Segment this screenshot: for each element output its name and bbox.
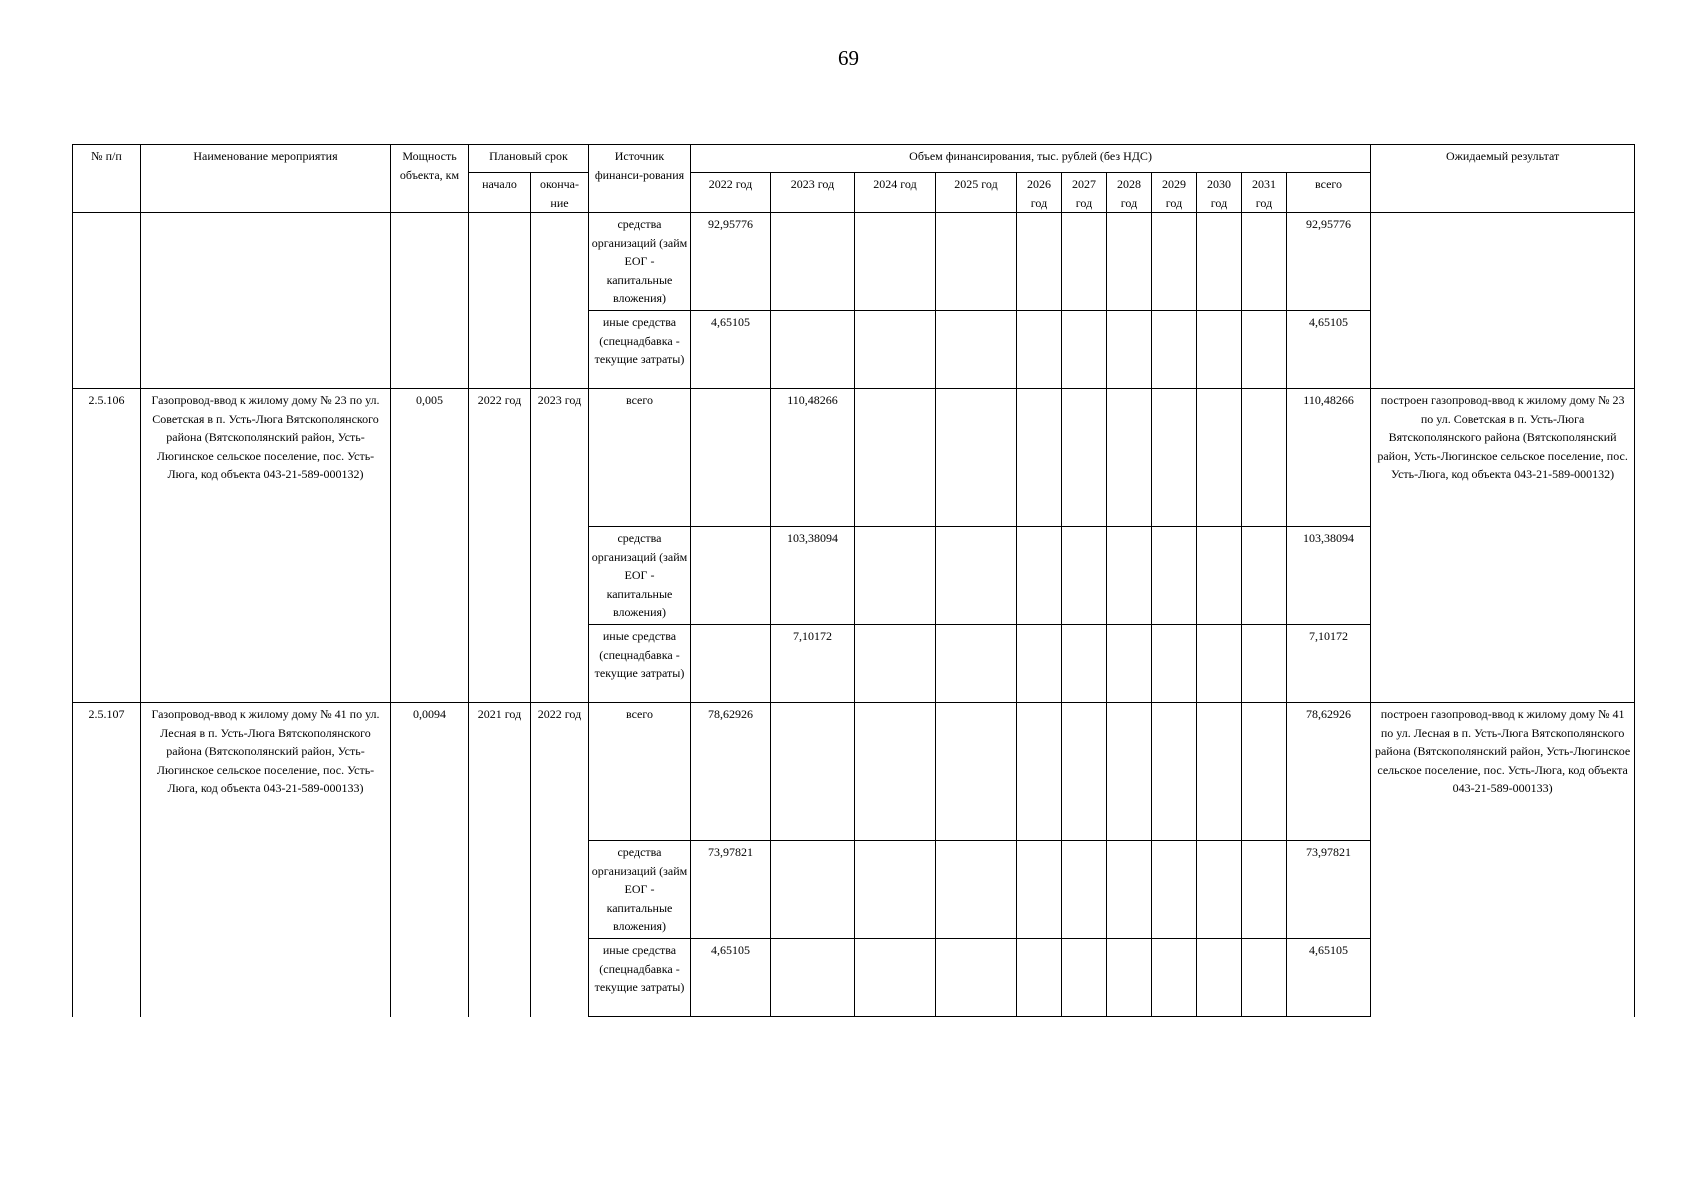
cell-total: 78,62926 <box>1287 703 1371 841</box>
cell-2030 <box>1197 939 1242 1017</box>
header-term-end: оконча-ние <box>531 173 589 213</box>
header-year-2023: 2023 год <box>771 173 855 213</box>
header-term: Плановый срок <box>469 145 589 173</box>
header-name: Наименование мероприятия <box>141 145 391 213</box>
cell-2023 <box>771 311 855 389</box>
cell-2029 <box>1152 527 1197 625</box>
cell-end <box>531 213 589 389</box>
cell-2027 <box>1062 527 1107 625</box>
cell-total: 7,10172 <box>1287 625 1371 703</box>
cell-2029 <box>1152 311 1197 389</box>
cell-2025 <box>936 703 1017 841</box>
cell-result: построен газопровод-ввод к жилому дому № 23 по ул. Советская в п. Усть-Люга Вятскополянского района (Вятскополянский район, Усть-Люгинское сельское поселение, пос. Усть-Люга, код объекта 043-21-589-000132) <box>1371 389 1635 703</box>
cell-2031 <box>1242 527 1287 625</box>
cell-power: 0,005 <box>391 389 469 703</box>
cell-2026 <box>1017 213 1062 311</box>
cell-2025 <box>936 939 1017 1017</box>
cell-total: 4,65105 <box>1287 939 1371 1017</box>
cell-2029 <box>1152 703 1197 841</box>
header-funding: Объем финансирования, тыс. рублей (без НДС) <box>691 145 1371 173</box>
cell-result <box>1371 213 1635 389</box>
cell-2028 <box>1107 213 1152 311</box>
header-year-2028: 2028 год <box>1107 173 1152 213</box>
cell-2023 <box>771 703 855 841</box>
header-total: всего <box>1287 173 1371 213</box>
cell-2026 <box>1017 527 1062 625</box>
cell-source: средства организаций (займ ЕОГ - капитальные вложения) <box>589 841 691 939</box>
cell-2029 <box>1152 213 1197 311</box>
header-result: Ожидаемый результат <box>1371 145 1635 213</box>
cell-2025 <box>936 213 1017 311</box>
cell-2025 <box>936 527 1017 625</box>
header-power: Мощность объекта, км <box>391 145 469 213</box>
cell-2031 <box>1242 703 1287 841</box>
header-year-2029: 2029 год <box>1152 173 1197 213</box>
cell-2029 <box>1152 389 1197 527</box>
cell-2027 <box>1062 841 1107 939</box>
cell-source: иные средства (спецнадбавка - текущие затраты) <box>589 311 691 389</box>
cell-source: иные средства (спецнадбавка - текущие затраты) <box>589 625 691 703</box>
cell-name: Газопровод-ввод к жилому дому № 23 по ул. Советская в п. Усть-Люга Вятскополянского района (Вятскополянский район, Усть-Люгинское сельское поселение, пос. Усть-Люга, код объекта 043-21-589-000132) <box>141 389 391 703</box>
cell-2022: 78,62926 <box>691 703 771 841</box>
header-row-1 <box>73 145 1635 173</box>
cell-2022: 92,95776 <box>691 213 771 311</box>
cell-2028 <box>1107 527 1152 625</box>
cell-2031 <box>1242 213 1287 311</box>
cell-2031 <box>1242 939 1287 1017</box>
cell-2023 <box>771 939 855 1017</box>
cell-2028 <box>1107 625 1152 703</box>
header-year-2022: 2022 год <box>691 173 771 213</box>
cell-2027 <box>1062 703 1107 841</box>
cell-2030 <box>1197 527 1242 625</box>
cell-source: средства организаций (займ ЕОГ - капитальные вложения) <box>589 213 691 311</box>
table-row <box>73 213 1635 311</box>
cell-end: 2023 год <box>531 389 589 703</box>
header-year-2031: 2031 год <box>1242 173 1287 213</box>
cell-2029 <box>1152 841 1197 939</box>
cell-2028 <box>1107 389 1152 527</box>
cell-2028 <box>1107 841 1152 939</box>
cell-total: 4,65105 <box>1287 311 1371 389</box>
cell-2028 <box>1107 939 1152 1017</box>
cell-end: 2022 год <box>531 703 589 1017</box>
cell-2024 <box>855 625 936 703</box>
cell-2023 <box>771 841 855 939</box>
cell-2025 <box>936 625 1017 703</box>
header-year-2027: 2027 год <box>1062 173 1107 213</box>
cell-2026 <box>1017 389 1062 527</box>
cell-2026 <box>1017 939 1062 1017</box>
cell-name: Газопровод-ввод к жилому дому № 41 по ул. Лесная в п. Усть-Люга Вятскополянского района (Вятскополянский район, Усть-Люгинское сельское поселение, пос. Усть-Люга, код объекта 043-21-589-000133) <box>141 703 391 1017</box>
cell-name <box>141 213 391 389</box>
cell-2030 <box>1197 389 1242 527</box>
cell-2024 <box>855 939 936 1017</box>
cell-2023 <box>771 213 855 311</box>
cell-num: 2.5.106 <box>73 389 141 703</box>
cell-start: 2022 год <box>469 389 531 703</box>
cell-2024 <box>855 311 936 389</box>
header-year-2026: 2026 год <box>1017 173 1062 213</box>
cell-source: всего <box>589 703 691 841</box>
funding-table-container <box>72 144 1635 1017</box>
cell-2027 <box>1062 311 1107 389</box>
cell-2024 <box>855 213 936 311</box>
cell-2028 <box>1107 311 1152 389</box>
header-year-2030: 2030 год <box>1197 173 1242 213</box>
header-year-2025: 2025 год <box>936 173 1017 213</box>
table-row <box>73 703 1635 841</box>
cell-2030 <box>1197 625 1242 703</box>
cell-total: 103,38094 <box>1287 527 1371 625</box>
cell-2028 <box>1107 703 1152 841</box>
cell-total: 92,95776 <box>1287 213 1371 311</box>
cell-2022 <box>691 389 771 527</box>
cell-start: 2021 год <box>469 703 531 1017</box>
cell-2029 <box>1152 625 1197 703</box>
cell-2023: 7,10172 <box>771 625 855 703</box>
cell-2031 <box>1242 311 1287 389</box>
header-term-start: начало <box>469 173 531 213</box>
cell-2022: 4,65105 <box>691 939 771 1017</box>
cell-2025 <box>936 389 1017 527</box>
cell-2025 <box>936 841 1017 939</box>
cell-2023: 110,48266 <box>771 389 855 527</box>
cell-num <box>73 213 141 389</box>
cell-2027 <box>1062 389 1107 527</box>
cell-num: 2.5.107 <box>73 703 141 1017</box>
cell-2024 <box>855 703 936 841</box>
cell-2022: 4,65105 <box>691 311 771 389</box>
cell-total: 73,97821 <box>1287 841 1371 939</box>
cell-2022: 73,97821 <box>691 841 771 939</box>
cell-2024 <box>855 527 936 625</box>
cell-2030 <box>1197 213 1242 311</box>
cell-2030 <box>1197 841 1242 939</box>
cell-2031 <box>1242 625 1287 703</box>
cell-2024 <box>855 841 936 939</box>
cell-2022 <box>691 625 771 703</box>
cell-result: построен газопровод-ввод к жилому дому № 41 по ул. Лесная в п. Усть-Люга Вятскополянского района (Вятскополянский район, Усть-Люгинское сельское поселение, пос. Усть-Люга, код объекта 043-21-589-000133) <box>1371 703 1635 1017</box>
cell-source: иные средства (спецнадбавка - текущие затраты) <box>589 939 691 1017</box>
cell-2030 <box>1197 311 1242 389</box>
cell-2026 <box>1017 841 1062 939</box>
header-num: № п/п <box>73 145 141 213</box>
table-row <box>73 389 1635 527</box>
cell-2026 <box>1017 703 1062 841</box>
cell-source: всего <box>589 389 691 527</box>
header-year-2024: 2024 год <box>855 173 936 213</box>
cell-2027 <box>1062 939 1107 1017</box>
cell-start <box>469 213 531 389</box>
header-source: Источник финанси-рования <box>589 145 691 213</box>
cell-2023: 103,38094 <box>771 527 855 625</box>
cell-power: 0,0094 <box>391 703 469 1017</box>
cell-2029 <box>1152 939 1197 1017</box>
cell-2027 <box>1062 213 1107 311</box>
cell-2024 <box>855 389 936 527</box>
cell-2030 <box>1197 703 1242 841</box>
funding-table <box>72 144 1635 1017</box>
cell-2022 <box>691 527 771 625</box>
cell-total: 110,48266 <box>1287 389 1371 527</box>
cell-power <box>391 213 469 389</box>
cell-2026 <box>1017 311 1062 389</box>
cell-source: средства организаций (займ ЕОГ - капитальные вложения) <box>589 527 691 625</box>
page-number: 69 <box>838 46 859 70</box>
cell-2031 <box>1242 841 1287 939</box>
cell-2031 <box>1242 389 1287 527</box>
cell-2027 <box>1062 625 1107 703</box>
cell-2026 <box>1017 625 1062 703</box>
cell-2025 <box>936 311 1017 389</box>
